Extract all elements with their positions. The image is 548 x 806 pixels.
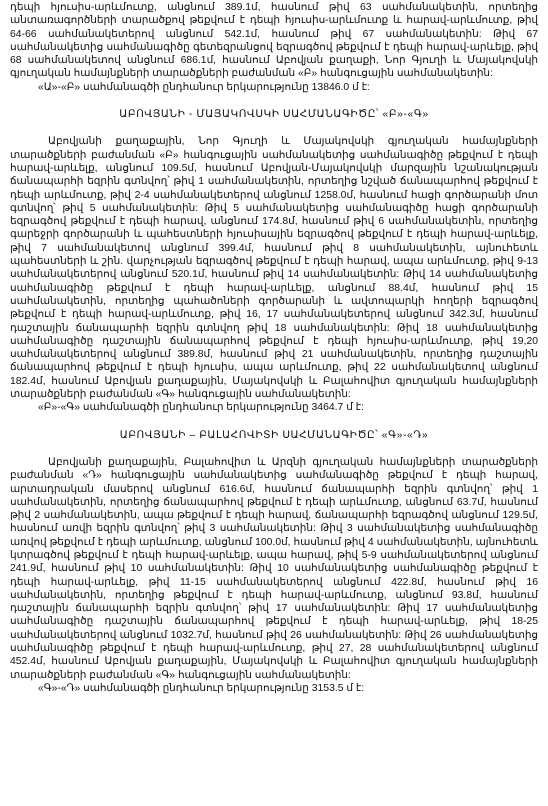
section2-paragraph: Աբովյանի քաղաքային, Նոր Գյուղի և Մայակովսկի գյուղական համայնքների տարածքների բաժանման «Բ» հանգուցային սահմանակետից սահմանագիծը թեքվում է դեպի հարավ-արևելք, անցնում 109.5մ, հասնում Աբովյան-Մայակովսկի մարզային նշանակության ճանապարհի եզրին գտնվող՝ թիվ 1 սահմանակետին, որտեղից նշված ճանապարհով թեքվում է դեպի արևմուտք, թիվ 2-4 սահմանակետերով անցնում 1258.0մ, հասնում հացի գործարանի մոտ գտնվող՝ թիվ 5 սահմանակետին: Թիվ 5 սահմանակետից սահմանագիծը հացի գործարանի եզրագծով թեքվում է դեպի հարավ, անցնում 174.8մ, հասնում թիվ 6 սահմանակետին, որտեղից գարեջրի գործարանի և պահեստների հյուսիսային եզրագծով թեքվում է դեպի հարավ-արևելք, թիվ 7 սահմանակետով անցնում 399.4մ, հասնում թիվ 8 սահմանակետին, այնուհետև պահեստների և շին. վարչության եզրագծով թեքվում է դեպի հարավ, ապա արևմուտք, թիվ 9-13 սահմանակետերով անցնում 520.1մ, հասնում թիվ 14 սահմանակետին: Թիվ 14 սահմանակետից սահմանագիծը թեքվում է դեպի հարավ-արևելք, անցնում 88.4մ, հասնում թիվ 15 սահմանակետին, որտեղից պահածոների գործարանի և ավտոպարկի հողերի եզրագծով թեքվում է դեպի հարավ-արևմուտք, թիվ 16, 17 սահմանակետերով անցնում 342.3մ, հասնում դաշտային ճանապարհի եզրին գտնվող թիվ 18 սահմանակետին: Թիվ 18 սահմանակետից սահմանագիծը դաշտային ճանապարհով թեքվում է դեպի հյուսիս-արևմուտք, թիվ 19,20 սահմանակետերով անցնում 389.8մ, հասնում թիվ 21 սահմանակետին, որտեղից դաշտային ճանապարհով թեքվում է դեպի հյուսիս, ապա արևմուտք, թիվ 22 սահմանակետով անցնում 182.4մ, հասնում Աբովյան քաղաքային, Մայակովսկի և Բալահովիտ գյուղական համայնքների տարածքների բաժանման «Գ» հանգուցային սահմանակետին: (10, 136, 538, 401)
section1-total-length: «Ա»-«Բ» սահմանագծի ընդհանուր երկարությունը 13846.0 մ է: (38, 81, 370, 93)
section2-total-length: «Բ»-«Գ» սահմանագծի ընդհանուր երկարությունը 3464.7 մ է: (38, 402, 364, 414)
section2-heading: ԱԲՈՎՅԱՆԻ - ՄԱՅԱԿՈՎՍԿԻ ՍԱՀՄԱՆԱԳԻԾԸ՝ «Բ»-«Գ» (119, 109, 429, 121)
section3-paragraph: Աբովյանի քաղաքային, Բալահովիտ և Արզնի գյուղական համայնքների տարածքների բաժանման «Դ» հանգուցային սահմանակետից սահմանագիծը թեքվում է դեպի հարավ, արտադրական մասերով անցնում 616.6մ, հասնում ճանապարհի եզրին գտնվող՝ թիվ 1 սահմանակետին, որտեղից ճանապարհով թեքվում է դեպի արևմուտք, անցնում 63.7մ, հասնում թիվ 2 սահմանակետին, ապա թեքվում է դեպի հարավ, ճանապարհի եզրագծով անցնում 129.5մ, հասնում առվի եզրին գտնվող՝ թիվ 3 սահմանակետին: Թիվ 3 սահմանակետից սահմանագիծը առվով թեքվում է դեպի արևմուտք, անցնում 100.0մ, հասնում թիվ 4 սահմանակետին, այնուհետև կտրագծով թեքվում է դեպի հարավ-արևելք, ապա հարավ, թիվ 5-9 սահմանակետերով անցնում 241.9մ, հասնում թիվ 10 սահմանակետին: Թիվ 10 սահմանակետից սահմանագիծը թեքվում է դեպի հարավ-արևելք, թիվ 11-15 սահմանակետերով անցնում 422.8մ, հասնում թիվ 16 սահմանակետին, որտեղից թեքվում է դեպի հարավ-արևմուտք, անցնում 93.8մ, հասնում դաշտային ճանապարհի եզրին գտնվող՝ թիվ 17 սահմանակետին: Թիվ 17 սահմանակետից սահմանագիծը դաշտային ճանապարհով թեքվում է դեպի հարավ-արևելք, թիվ 18-25 սահմանակետերով անցնում 1032.7մ, հասնում թիվ 26 սահմանակետին: Թիվ 26 սահմանակետից սահմանագիծը թեքվում է դեպի հարավ-արևմուտք, թիվ 27, 28 սահմանակետերով անցնում 452.4մ, հասնում Աբովյան քաղաքային, Մայակովսկի և Բալահովիտ գյուղական համայնքների տարածքների բաժանման «Գ» հանգուցային սահմանակետին: (10, 456, 538, 681)
section3-total-length: «Գ»-«Դ» սահմանագծի ընդհանուր երկարությունը 3153.5 մ է: (38, 682, 365, 694)
section3-heading: ԱԲՈՎՅԱՆԻ – ԲԱԼԱՀՈՎԻՏԻ ՍԱՀՄԱՆԱԳԻԾԸ՝ «Գ»-«Դ» (119, 429, 429, 441)
section1-paragraph: դեպի հյուսիս-արևմուտք, անցնում 389.1մ, հասնում թիվ 63 սահմանակետին, որտեղից անտառագործների տարածքով թեքվում է դեպի հյուսիս-արևմուտք և հարավ-արևմուտք, թիվ 64-66 սահմանակետերով անցնում 542.1մ, հասնում թիվ 67 սահմանակետին: Թիվ 67 սահմանակետից սահմանագիծը գետեզրանցով եզրագծով թեքվում է դեպի հարավ-արևելք, թիվ 68 սահմանակետով անցնում 686.1մ, հասնում Աբովյան քաղաքի, Նոր Գյուղի և Մայակովսկի գյուղական համայնքների տարածքների բաժանման «Բ» հանգուցային սահմանակետին: (10, 2, 538, 80)
